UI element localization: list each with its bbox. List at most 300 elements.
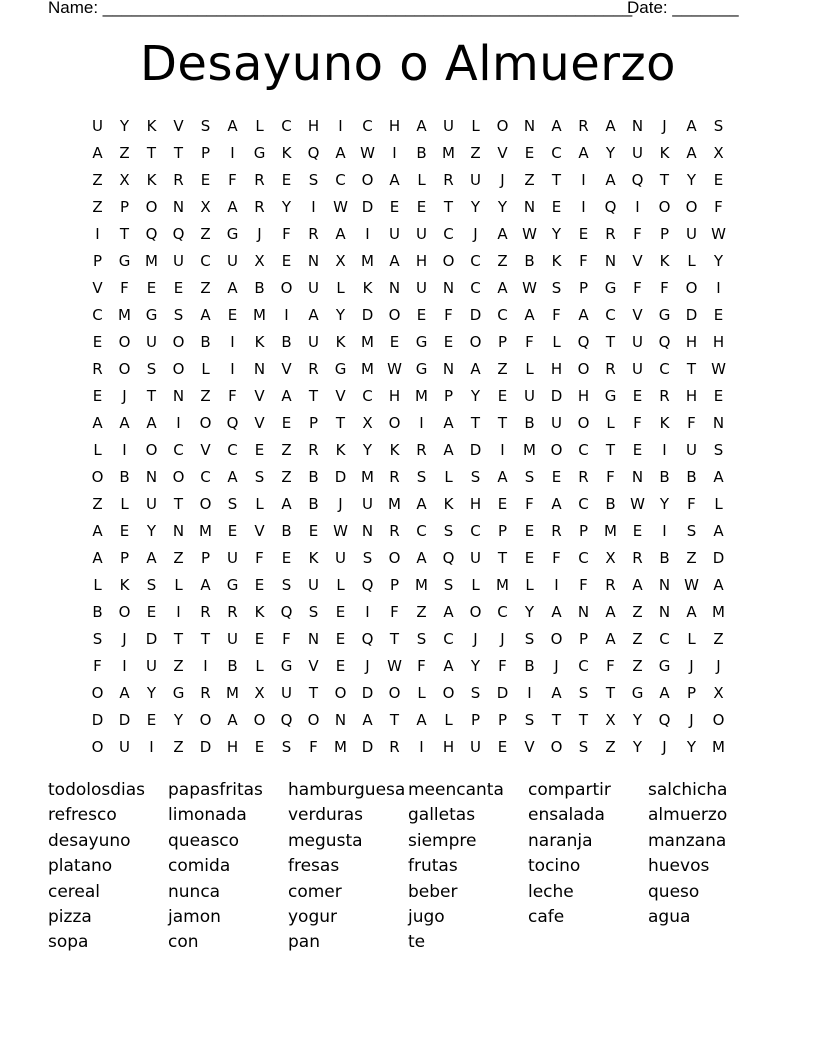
grid-letter: I: [527, 683, 532, 702]
grid-letter: U: [227, 629, 238, 648]
grid-letter: O: [280, 278, 293, 297]
grid-letter: A: [92, 143, 103, 162]
grid-letter: P: [578, 278, 589, 297]
grid-letter: M: [253, 305, 266, 324]
grid-letter: Z: [524, 170, 535, 189]
grid-letter: R: [578, 116, 589, 135]
grid-letter: I: [581, 170, 586, 189]
grid-letter: W: [630, 494, 645, 513]
grid-letter: N: [658, 575, 671, 594]
grid-letter: M: [415, 575, 428, 594]
word-bank-item: ensalada: [528, 805, 605, 826]
grid-letter: S: [443, 521, 454, 540]
grid-letter: D: [469, 305, 482, 324]
grid-letter: I: [284, 305, 289, 324]
grid-letter: D: [118, 710, 131, 729]
grid-letter: A: [416, 494, 427, 513]
grid-letter: T: [443, 197, 454, 216]
grid-letter: F: [282, 224, 291, 243]
word-bank-item: jugo: [408, 906, 445, 927]
grid-letter: E: [227, 305, 238, 324]
grid-letter: Z: [632, 629, 643, 648]
grid-letter: G: [631, 683, 644, 702]
grid-letter: A: [119, 683, 130, 702]
grid-letter: Q: [577, 332, 590, 351]
word-bank-item: cereal: [48, 881, 101, 902]
grid-letter: I: [554, 575, 559, 594]
grid-letter: T: [389, 629, 400, 648]
grid-letter: Z: [632, 602, 643, 621]
grid-letter: R: [389, 737, 400, 756]
grid-letter: A: [92, 521, 103, 540]
grid-letter: Z: [200, 224, 211, 243]
grid-letter: G: [253, 143, 266, 162]
grid-letter: H: [388, 116, 401, 135]
grid-letter: L: [201, 359, 210, 378]
grid-letter: T: [605, 332, 616, 351]
grid-letter: C: [578, 656, 589, 675]
grid-letter: N: [388, 278, 401, 297]
word-bank-item: hamburguesa: [288, 780, 406, 800]
grid-letter: H: [226, 737, 239, 756]
grid-letter: E: [308, 521, 319, 540]
grid-letter: P: [497, 710, 508, 729]
grid-letter: Q: [172, 224, 185, 243]
grid-letter: O: [388, 548, 401, 567]
grid-letter: G: [172, 683, 185, 702]
grid-letter: A: [551, 116, 562, 135]
word-bank-item: naranja: [528, 830, 593, 851]
grid-letter: K: [659, 413, 670, 432]
grid-letter: E: [335, 602, 346, 621]
grid-letter: U: [173, 251, 184, 270]
grid-letter: N: [577, 602, 590, 621]
grid-letter: L: [255, 116, 264, 135]
grid-letter: U: [632, 143, 643, 162]
grid-letter: L: [336, 575, 345, 594]
grid-letter: E: [713, 305, 724, 324]
grid-letter: S: [416, 629, 427, 648]
grid-letter: Y: [524, 602, 535, 621]
grid-letter: H: [415, 251, 428, 270]
grid-letter: U: [686, 224, 697, 243]
grid-letter: Z: [686, 548, 697, 567]
grid-letter: F: [417, 656, 426, 675]
grid-letter: N: [712, 413, 725, 432]
grid-letter: I: [149, 737, 154, 756]
grid-letter: E: [254, 737, 265, 756]
grid-letter: Q: [307, 143, 320, 162]
grid-letter: S: [686, 521, 697, 540]
grid-letter: F: [228, 170, 237, 189]
grid-letter: Z: [281, 440, 292, 459]
word-bank-item: te: [408, 932, 426, 953]
grid-letter: E: [632, 386, 643, 405]
grid-letter: B: [119, 467, 130, 486]
grid-letter: K: [389, 440, 400, 459]
word-bank-item: papasfritas: [168, 780, 263, 800]
grid-letter: E: [497, 494, 508, 513]
grid-letter: G: [226, 224, 239, 243]
grid-letter: D: [361, 197, 374, 216]
grid-letter: A: [551, 602, 562, 621]
grid-letter: E: [281, 548, 292, 567]
grid-letter: B: [92, 602, 103, 621]
grid-letter: A: [686, 116, 697, 135]
grid-letter: M: [118, 305, 131, 324]
grid-letter: E: [578, 224, 589, 243]
grid-letter: A: [389, 251, 400, 270]
grid-letter: U: [470, 170, 481, 189]
grid-letter: B: [659, 467, 670, 486]
grid-letter: A: [119, 413, 130, 432]
grid-letter: D: [145, 629, 158, 648]
grid-letter: S: [578, 683, 589, 702]
grid-letter: Y: [686, 737, 697, 756]
grid-letter: S: [281, 575, 292, 594]
grid-letter: E: [92, 332, 103, 351]
grid-letter: O: [253, 710, 266, 729]
grid-letter: A: [605, 170, 616, 189]
word-bank-item: tocino: [528, 856, 581, 877]
grid-letter: B: [524, 413, 535, 432]
grid-letter: R: [389, 467, 400, 486]
grid-letter: G: [658, 656, 671, 675]
grid-letter: Q: [658, 710, 671, 729]
grid-letter: R: [308, 359, 319, 378]
grid-letter: U: [227, 548, 238, 567]
grid-letter: S: [146, 575, 157, 594]
grid-letter: E: [254, 575, 265, 594]
grid-letter: F: [579, 575, 588, 594]
grid-letter: O: [172, 359, 185, 378]
grid-letter: A: [578, 143, 589, 162]
grid-letter: F: [228, 386, 237, 405]
grid-letter: O: [118, 332, 131, 351]
grid-letter: Z: [497, 251, 508, 270]
grid-letter: J: [500, 170, 505, 189]
grid-letter: Y: [632, 710, 643, 729]
grid-letter: I: [338, 116, 343, 135]
grid-letter: L: [525, 359, 534, 378]
grid-letter: O: [388, 413, 401, 432]
grid-letter: Y: [551, 224, 562, 243]
grid-letter: F: [390, 602, 399, 621]
grid-letter: R: [605, 359, 616, 378]
grid-letter: N: [172, 386, 185, 405]
grid-letter: F: [714, 197, 723, 216]
grid-letter: D: [361, 305, 374, 324]
grid-letter: P: [578, 521, 589, 540]
grid-letter: A: [605, 116, 616, 135]
grid-letter: N: [334, 710, 347, 729]
grid-letter: T: [578, 710, 589, 729]
grid-letter: Z: [200, 278, 211, 297]
word-bank-item: galletas: [408, 805, 476, 826]
grid-letter: L: [174, 575, 183, 594]
grid-letter: B: [281, 332, 292, 351]
grid-letter: H: [469, 494, 482, 513]
grid-letter: D: [91, 710, 104, 729]
grid-letter: O: [145, 440, 158, 459]
grid-letter: B: [308, 467, 319, 486]
letter-grid: [84, 112, 732, 760]
grid-letter: F: [525, 494, 534, 513]
grid-letter: V: [200, 440, 211, 459]
grid-letter: Y: [335, 305, 346, 324]
grid-letter: A: [362, 710, 373, 729]
grid-letter: U: [146, 494, 157, 513]
grid-letter: Q: [604, 197, 617, 216]
grid-letter: S: [470, 467, 481, 486]
grid-letter: K: [119, 575, 130, 594]
grid-letter: X: [605, 710, 616, 729]
word-bank-item: huevos: [648, 856, 710, 877]
grid-letter: J: [662, 737, 667, 756]
page-title: Desayuno o Almuerzo: [139, 36, 677, 92]
grid-letter: T: [173, 494, 184, 513]
grid-letter: Z: [632, 656, 643, 675]
grid-letter: O: [199, 494, 212, 513]
word-bank-item: nunca: [168, 881, 221, 902]
grid-letter: Q: [280, 602, 293, 621]
grid-letter: I: [581, 197, 586, 216]
word-bank-item: manzana: [648, 830, 727, 851]
grid-letter: F: [606, 656, 615, 675]
grid-letter: V: [497, 143, 508, 162]
grid-letter: A: [443, 656, 454, 675]
grid-letter: E: [632, 440, 643, 459]
grid-letter: Z: [92, 494, 103, 513]
grid-letter: W: [360, 143, 375, 162]
grid-letter: H: [442, 737, 455, 756]
grid-letter: J: [257, 224, 262, 243]
grid-letter: A: [551, 494, 562, 513]
grid-letter: G: [604, 278, 617, 297]
grid-letter: E: [713, 170, 724, 189]
grid-letter: R: [308, 440, 319, 459]
grid-letter: C: [281, 116, 292, 135]
grid-letter: U: [335, 548, 346, 567]
grid-letter: M: [361, 359, 374, 378]
grid-letter: U: [443, 116, 454, 135]
grid-letter: X: [713, 683, 724, 702]
grid-letter: Z: [173, 737, 184, 756]
grid-letter: G: [145, 305, 158, 324]
grid-letter: A: [92, 413, 103, 432]
grid-letter: H: [685, 332, 698, 351]
grid-letter: E: [146, 278, 157, 297]
grid-letter: P: [578, 629, 589, 648]
grid-letter: O: [388, 305, 401, 324]
grid-letter: D: [712, 548, 725, 567]
grid-letter: T: [389, 710, 400, 729]
grid-letter: A: [335, 224, 346, 243]
grid-letter: T: [308, 386, 319, 405]
grid-letter: Z: [470, 143, 481, 162]
grid-letter: E: [335, 629, 346, 648]
grid-letter: I: [365, 602, 370, 621]
grid-letter: L: [687, 629, 696, 648]
word-bank-item: agua: [648, 906, 691, 927]
grid-letter: K: [254, 602, 265, 621]
grid-letter: U: [524, 386, 535, 405]
grid-letter: I: [122, 440, 127, 459]
grid-letter: A: [308, 305, 319, 324]
grid-letter: Q: [280, 710, 293, 729]
grid-letter: I: [230, 143, 235, 162]
grid-letter: A: [227, 116, 238, 135]
grid-letter: B: [200, 332, 211, 351]
word-bank-item: pizza: [48, 906, 92, 927]
grid-letter: H: [307, 116, 320, 135]
grid-letter: K: [254, 332, 265, 351]
grid-letter: A: [227, 710, 238, 729]
grid-letter: W: [711, 224, 726, 243]
grid-letter: G: [658, 305, 671, 324]
grid-letter: E: [416, 197, 427, 216]
grid-letter: Y: [146, 521, 157, 540]
grid-letter: S: [443, 575, 454, 594]
grid-letter: O: [550, 737, 563, 756]
grid-letter: K: [146, 116, 157, 135]
grid-letter: P: [308, 413, 319, 432]
grid-letter: R: [605, 575, 616, 594]
grid-letter: F: [525, 332, 534, 351]
grid-letter: Z: [173, 548, 184, 567]
grid-letter: U: [146, 656, 157, 675]
grid-letter: A: [497, 467, 508, 486]
word-bank-item: pan: [288, 932, 320, 953]
grid-letter: X: [254, 683, 265, 702]
grid-letter: T: [470, 413, 481, 432]
grid-letter: Z: [416, 602, 427, 621]
grid-letter: Y: [659, 494, 670, 513]
grid-letter: I: [230, 359, 235, 378]
grid-letter: A: [200, 305, 211, 324]
grid-letter: I: [662, 440, 667, 459]
word-bank-item: comer: [288, 881, 342, 902]
grid-letter: X: [200, 197, 211, 216]
grid-letter: C: [470, 521, 481, 540]
grid-letter: N: [145, 467, 158, 486]
grid-letter: E: [524, 521, 535, 540]
grid-letter: P: [470, 710, 481, 729]
grid-letter: I: [716, 278, 721, 297]
word-bank-item: siempre: [408, 830, 477, 851]
grid-letter: B: [416, 143, 427, 162]
grid-letter: Y: [497, 197, 508, 216]
grid-letter: F: [633, 413, 642, 432]
grid-letter: P: [686, 683, 697, 702]
grid-letter: H: [550, 359, 563, 378]
grid-letter: J: [662, 116, 667, 135]
grid-letter: F: [687, 494, 696, 513]
grid-letter: Y: [470, 197, 481, 216]
grid-letter: C: [227, 440, 238, 459]
grid-letter: R: [173, 170, 184, 189]
grid-letter: S: [713, 440, 724, 459]
grid-letter: I: [500, 440, 505, 459]
grid-letter: S: [146, 359, 157, 378]
grid-letter: E: [443, 332, 454, 351]
grid-letter: N: [253, 359, 266, 378]
grid-letter: V: [254, 413, 265, 432]
grid-letter: L: [255, 494, 264, 513]
grid-letter: Q: [361, 629, 374, 648]
grid-letter: Y: [470, 656, 481, 675]
grid-letter: C: [362, 116, 373, 135]
word-bank-item: frutas: [408, 856, 458, 877]
grid-letter: A: [416, 548, 427, 567]
grid-letter: L: [417, 170, 426, 189]
grid-letter: B: [524, 251, 535, 270]
grid-letter: K: [659, 251, 670, 270]
grid-letter: Z: [713, 629, 724, 648]
grid-letter: L: [552, 332, 561, 351]
grid-letter: A: [335, 143, 346, 162]
grid-letter: T: [497, 413, 508, 432]
word-bank-item: meencanta: [408, 780, 504, 800]
grid-letter: A: [605, 602, 616, 621]
grid-letter: T: [335, 413, 346, 432]
grid-letter: O: [685, 278, 698, 297]
grid-letter: L: [444, 710, 453, 729]
grid-letter: I: [311, 197, 316, 216]
grid-letter: T: [146, 386, 157, 405]
grid-letter: U: [308, 575, 319, 594]
grid-letter: Z: [281, 467, 292, 486]
grid-letter: M: [361, 467, 374, 486]
grid-letter: H: [712, 332, 725, 351]
grid-letter: T: [119, 224, 130, 243]
grid-letter: P: [200, 143, 211, 162]
grid-letter: L: [93, 575, 102, 594]
grid-letter: B: [659, 548, 670, 567]
grid-letter: O: [469, 332, 482, 351]
grid-letter: A: [686, 143, 697, 162]
grid-letter: J: [716, 656, 721, 675]
grid-letter: N: [523, 116, 536, 135]
grid-letter: J: [338, 494, 343, 513]
grid-letter: D: [199, 737, 212, 756]
grid-letter: R: [254, 197, 265, 216]
grid-letter: F: [120, 278, 129, 297]
grid-letter: M: [604, 521, 617, 540]
grid-letter: P: [497, 332, 508, 351]
word-bank-item: cafe: [528, 906, 565, 927]
grid-letter: Z: [92, 197, 103, 216]
grid-letter: O: [145, 197, 158, 216]
grid-letter: O: [118, 359, 131, 378]
grid-letter: O: [199, 413, 212, 432]
grid-letter: W: [387, 656, 402, 675]
grid-letter: O: [442, 251, 455, 270]
grid-letter: I: [662, 521, 667, 540]
grid-letter: E: [389, 197, 400, 216]
grid-letter: M: [496, 575, 509, 594]
grid-letter: A: [443, 602, 454, 621]
grid-letter: N: [523, 197, 536, 216]
grid-letter: S: [470, 683, 481, 702]
grid-letter: Q: [631, 170, 644, 189]
grid-letter: A: [227, 467, 238, 486]
word-bank-item: refresco: [48, 805, 117, 826]
grid-letter: U: [416, 278, 427, 297]
grid-letter: D: [361, 737, 374, 756]
grid-letter: G: [226, 575, 239, 594]
grid-letter: Z: [605, 737, 616, 756]
